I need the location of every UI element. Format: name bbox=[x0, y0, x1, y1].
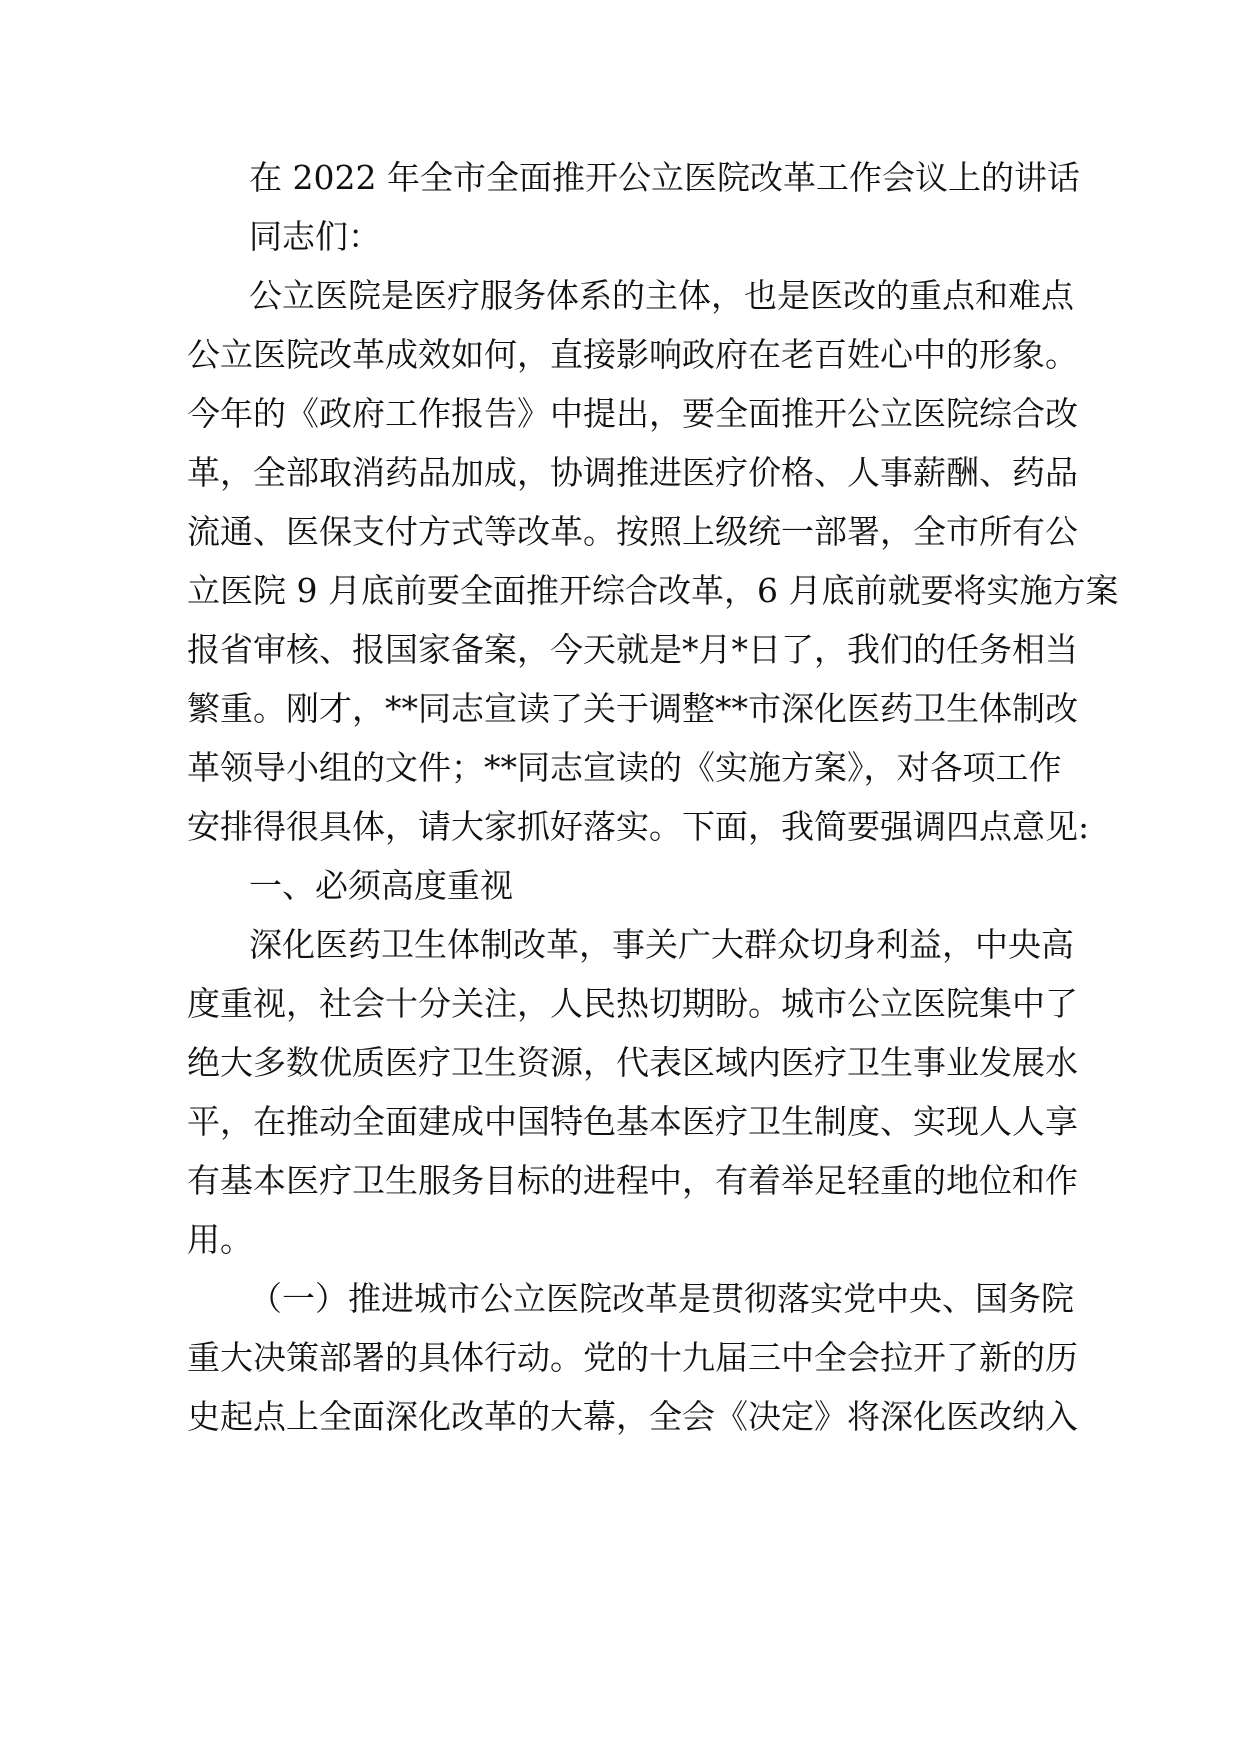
paragraph-line: 平，在推动全面建成中国特色基本医疗卫生制度、实现人人享 bbox=[187, 1102, 1078, 1141]
paragraph-line: 繁重。刚才，**同志宣读了关于调整**市深化医药卫生体制改 bbox=[187, 689, 1078, 728]
subsection-line: （一）推进城市公立医院改革是贯彻落实党中央、国务院 bbox=[249, 1279, 1074, 1318]
paragraph-line: 今年的《政府工作报告》中提出，要全面推开公立医院综合改 bbox=[187, 394, 1078, 433]
paragraph-line: 流通、医保支付方式等改革。按照上级统一部署，全市所有公 bbox=[187, 512, 1078, 551]
document-title: 在 2022 年全市全面推开公立医院改革工作会议上的讲话 bbox=[249, 158, 1080, 197]
paragraph-line: 革，全部取消药品加成，协调推进医疗价格、人事薪酬、药品 bbox=[187, 453, 1078, 492]
paragraph-line: 度重视，社会十分关注，人民热切期盼。城市公立医院集中了 bbox=[187, 984, 1078, 1023]
paragraph-line: 立医院 9 月底前要全面推开综合改革，6 月底前就要将实施方案 bbox=[187, 571, 1119, 610]
paragraph-line: 用。 bbox=[187, 1220, 253, 1259]
paragraph-line: 重大决策部署的具体行动。党的十九届三中全会拉开了新的历 bbox=[187, 1338, 1078, 1377]
paragraph-line: 有基本医疗卫生服务目标的进程中，有着举足轻重的地位和作 bbox=[187, 1161, 1078, 1200]
section-heading: 一、必须高度重视 bbox=[249, 866, 513, 905]
paragraph-line: 革领导小组的文件；**同志宣读的《实施方案》，对各项工作 bbox=[187, 748, 1062, 787]
paragraph-line: 公立医院改革成效如何，直接影响政府在老百姓心中的形象。 bbox=[187, 335, 1078, 374]
paragraph-line: 绝大多数优质医疗卫生资源，代表区域内医疗卫生事业发展水 bbox=[187, 1043, 1078, 1082]
paragraph-line: 深化医药卫生体制改革，事关广大群众切身利益，中央高 bbox=[249, 925, 1074, 964]
paragraph-line: 安排得很具体，请大家抓好落实。下面，我简要强调四点意见: bbox=[187, 807, 1090, 846]
paragraph-line: 报省审核、报国家备案，今天就是*月*日了，我们的任务相当 bbox=[187, 630, 1078, 669]
paragraph-line: 史起点上全面深化改革的大幕，全会《决定》将深化医改纳入 bbox=[187, 1397, 1078, 1436]
salutation: 同志们： bbox=[249, 217, 381, 256]
paragraph-line: 公立医院是医疗服务体系的主体，也是医改的重点和难点 bbox=[249, 276, 1074, 315]
